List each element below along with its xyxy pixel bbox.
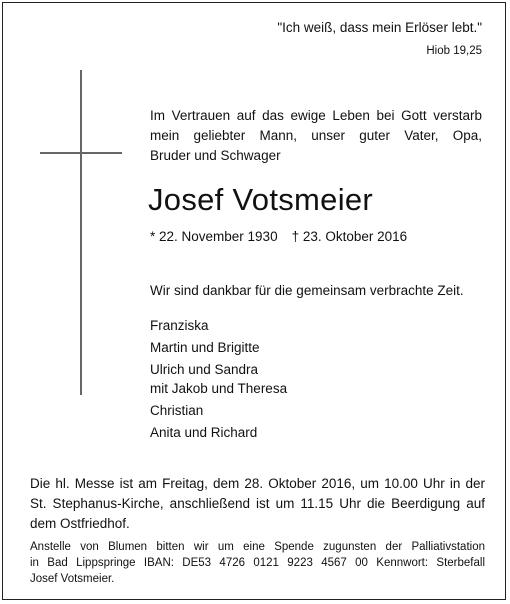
intro-line: Im Vertrauen auf das ewige Leben bei Gott verstarb	[150, 108, 482, 123]
family-member: mit Jakob und Theresa	[150, 381, 288, 396]
cross-icon-vertical	[80, 70, 82, 395]
bible-quote: "Ich weiß, dass mein Erlöser lebt."	[277, 20, 482, 35]
death-date: † 23. Oktober 2016	[291, 229, 408, 244]
mass-info	[30, 474, 485, 534]
intro-line: mein geliebter Mann, unser guter Vater, Opa,	[150, 128, 482, 143]
mass-line: dem Ostfriedhof.	[30, 516, 130, 531]
donation-info	[30, 539, 485, 587]
deceased-name: Josef Votsmeier	[148, 182, 374, 217]
family-member: Ulrich und Sandra	[150, 362, 259, 377]
donation-line: Anstelle von Blumen bitten wir um eine Spende zugunsten der Palliativstation	[30, 541, 485, 553]
thanks-text: Wir sind dankbar für die gemeinsam verbrachte Zeit.	[150, 283, 464, 298]
family-member: Christian	[150, 403, 204, 418]
cross-icon-horizontal	[40, 152, 122, 154]
intro-text	[150, 106, 482, 166]
donation-line: in Bad Lippspringe IBAN: DE53 4726 0121 9223 4567 00 Kennwort: Sterbefall	[30, 557, 485, 569]
mass-line: St. Stephanus-Kirche, anschließend ist um 11.15 Uhr die Beerdigung auf	[30, 496, 485, 511]
family-member: Franziska	[150, 318, 209, 333]
birth-date: * 22. November 1930	[150, 229, 278, 244]
donation-line: Josef Votsmeier.	[30, 573, 115, 585]
intro-line: Bruder und Schwager	[150, 148, 281, 163]
bible-reference: Hiob 19,25	[426, 45, 482, 57]
family-list	[150, 316, 287, 442]
family-member: Martin und Brigitte	[150, 340, 260, 355]
mass-line: Die hl. Messe ist am Freitag, dem 28. Oktober 2016, um 10.00 Uhr in der	[30, 476, 485, 491]
family-member: Anita und Richard	[150, 425, 258, 440]
life-dates	[150, 229, 407, 244]
